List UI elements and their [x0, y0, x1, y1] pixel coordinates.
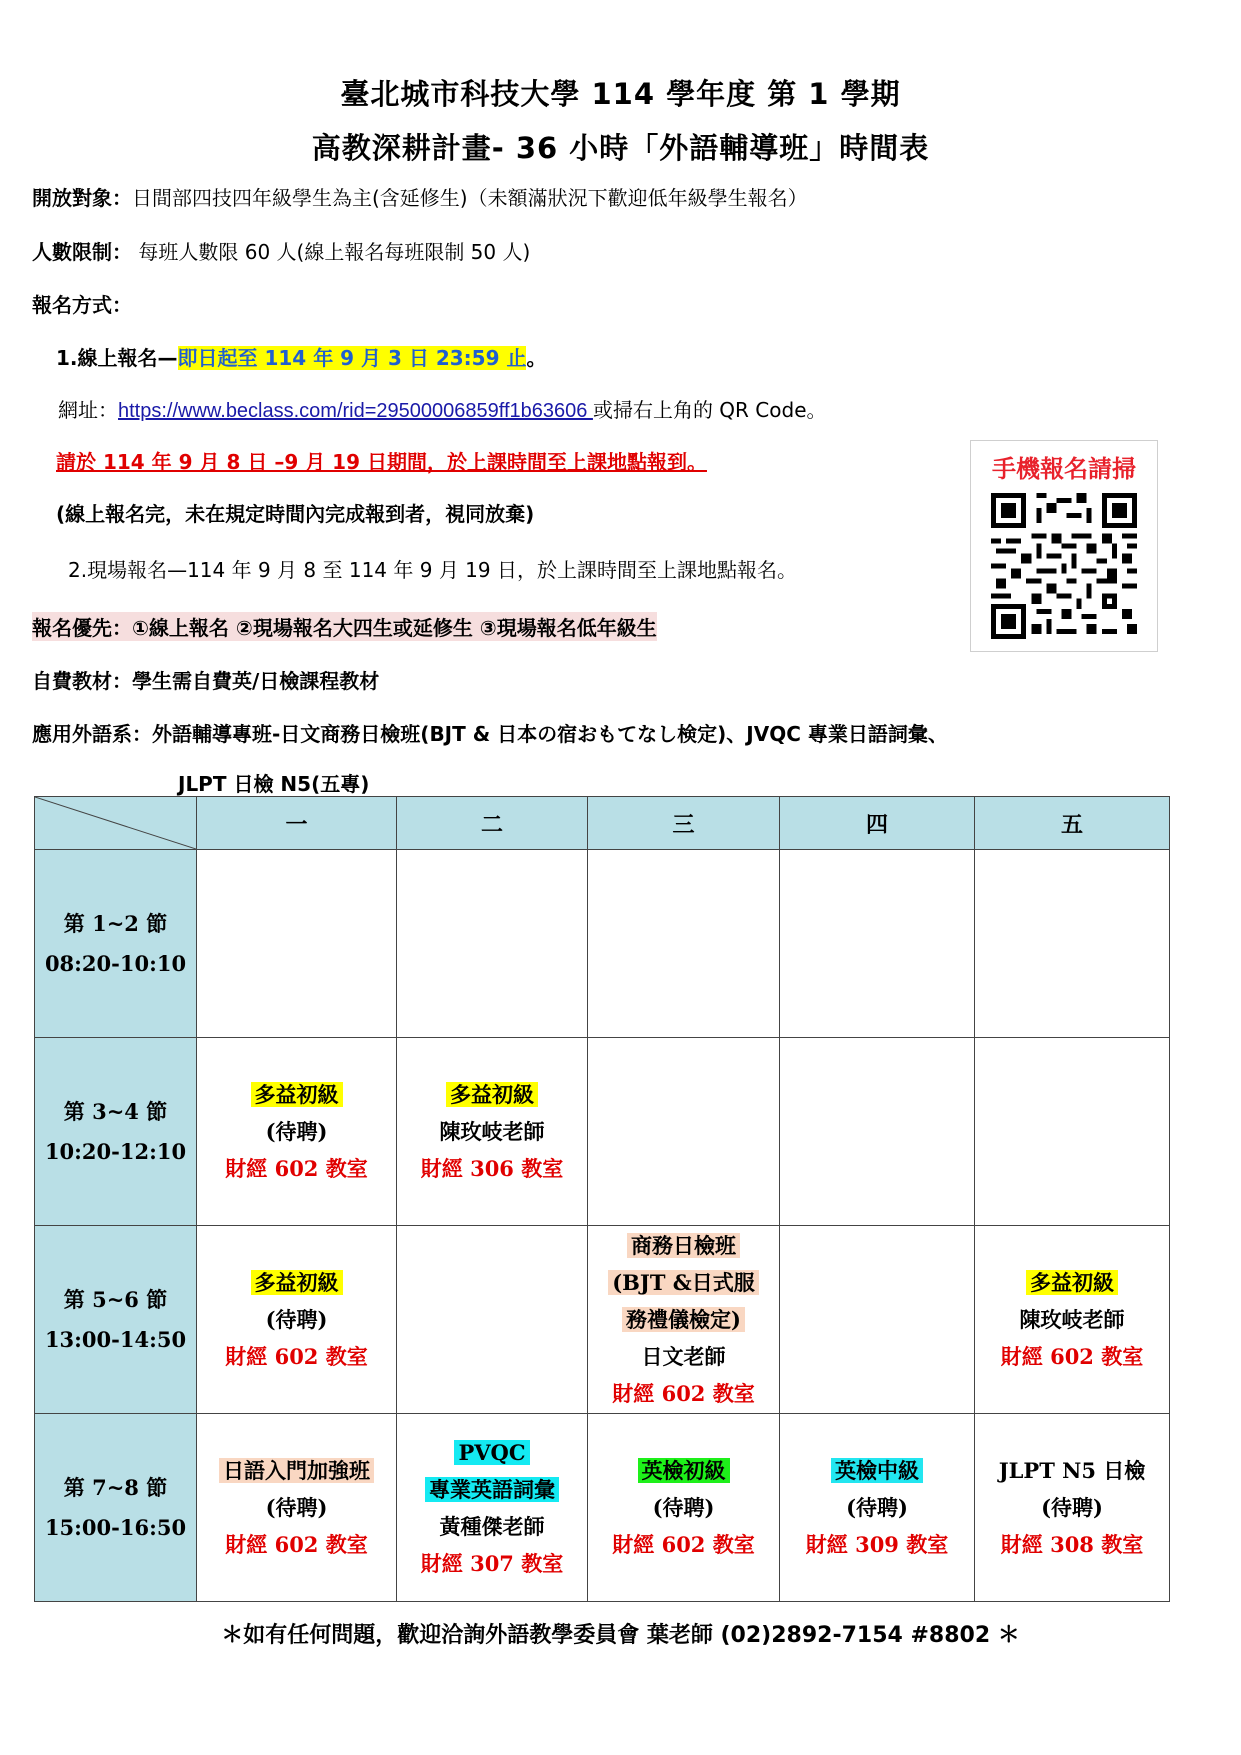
limit-text: 每班人數限 60 人(線上報名每班限制 50 人): [132, 240, 531, 264]
teacher-name: (待聘): [1041, 1495, 1103, 1520]
period-row-1: [35, 850, 1170, 1038]
teacher-name: (待聘): [846, 1495, 908, 1520]
slot-cell: [397, 1038, 588, 1226]
classroom: 財經 306 教室: [420, 1156, 564, 1181]
classroom: 財經 309 教室: [805, 1532, 949, 1557]
course-name: (BJT &日式服: [608, 1270, 759, 1295]
limit-label: 人數限制：: [32, 240, 132, 264]
slot-cell: [780, 850, 975, 1038]
url-suffix: 或掃右上角的 QR Code。: [592, 398, 827, 422]
period-time: 13:00-14:50: [44, 1326, 187, 1352]
day-header-fri: 五: [975, 797, 1170, 850]
slot-cell: [197, 850, 397, 1038]
slot-cell: [397, 1226, 588, 1414]
course-name: 多益初級: [446, 1082, 538, 1107]
classroom: 財經 602 教室: [1000, 1344, 1144, 1369]
online-deadline: 即日起至 114 年 9 月 3 日 23:59 止: [177, 346, 527, 370]
limit-row: [32, 236, 530, 265]
url-label: 網址：: [58, 398, 118, 422]
slot-cell: [197, 1226, 397, 1414]
teacher-name: 黃種傑老師: [439, 1513, 545, 1539]
slot-cell: [588, 1038, 780, 1226]
audience-label: 開放對象：: [32, 186, 132, 210]
period-cell: [35, 1414, 197, 1602]
classroom: 財經 602 教室: [225, 1344, 368, 1369]
course-name: 多益初級: [251, 1270, 343, 1295]
slot-cell: [975, 1038, 1170, 1226]
slot-cell: [397, 1414, 588, 1602]
period-cell: [35, 1226, 197, 1414]
period-name: 第 1~2 節: [63, 910, 168, 936]
url-row: [58, 394, 827, 423]
checkin-note: (線上報名完，未在規定時間內完成報到者，視同放棄): [56, 502, 535, 526]
course-name: 多益初級: [251, 1082, 343, 1107]
method-label: 報名方式：: [32, 293, 132, 317]
slot-cell: [780, 1038, 975, 1226]
page-title-line2: 高教深耕計畫- 36 小時「外語輔導班」時間表: [311, 131, 930, 165]
priority-note: 報名優先：①線上報名 ②現場報名大四生或延修生 ③現場報名低年級生: [32, 612, 657, 641]
classroom: 財經 602 教室: [612, 1381, 755, 1406]
course-name: 專業英語詞彙: [425, 1477, 559, 1502]
audience-row: [32, 182, 808, 211]
diagonal-line-icon: [35, 797, 196, 849]
online-row: [56, 342, 546, 371]
slot-cell: [397, 850, 588, 1038]
teacher-name: 陳玫岐老師: [1019, 1307, 1125, 1332]
teacher-name: (待聘): [652, 1495, 715, 1520]
classroom: 財經 308 教室: [1000, 1532, 1144, 1557]
registration-link[interactable]: https://www.beclass.com/rid=29500006859ff1b63606: [118, 400, 593, 422]
page-title-line1: 臺北城市科技大學 114 學年度 第 1 學期: [340, 77, 901, 111]
course-name: 多益初級: [1026, 1270, 1118, 1295]
teacher-name: (待聘): [265, 1119, 328, 1144]
slot-cell: [780, 1226, 975, 1414]
period-row-2: [35, 1038, 1170, 1226]
day-header-tue: 二: [397, 797, 588, 850]
teacher-name: 陳玫岐老師: [439, 1119, 545, 1144]
classroom: 財經 602 教室: [225, 1532, 368, 1557]
period-row-3: [35, 1226, 1170, 1414]
checkin-notice: 請於 114 年 9 月 8 日 –9 月 19 日期間，於上課時間至上課地點報到。: [56, 450, 707, 474]
slot-cell: [780, 1414, 975, 1602]
online-prefix: 1.線上報名—: [56, 346, 178, 370]
teacher-name: (待聘): [265, 1495, 328, 1520]
day-header-thu: 四: [780, 797, 975, 850]
contact-footer: ＊如有任何問題，歡迎洽詢外語教學委員會 葉老師 (02)2892-7154 #8802 ＊: [221, 1623, 1020, 1648]
teacher-name: (待聘): [265, 1307, 328, 1332]
qr-label: 手機報名請掃: [992, 455, 1136, 483]
slot-cell: [975, 1226, 1170, 1414]
corner-header-cell: [35, 797, 197, 850]
period-name: 第 7~8 節: [63, 1474, 168, 1500]
classroom: 財經 602 教室: [225, 1156, 368, 1181]
course-name: JLPT N5 日檢: [998, 1458, 1146, 1483]
day-header-wed: 三: [588, 797, 780, 850]
period-cell: [35, 1038, 197, 1226]
course-name: 日語入門加強班: [219, 1458, 374, 1483]
dept-line2: JLPT 日檢 N5(五專): [178, 772, 370, 796]
course-name: 英檢中級: [831, 1458, 923, 1483]
period-row-4: [35, 1414, 1170, 1602]
materials-note: 自費教材：學生需自費英/日檢課程教材: [32, 669, 380, 693]
slot-cell: [197, 1414, 397, 1602]
slot-cell: [975, 850, 1170, 1038]
period-time: 10:20-12:10: [44, 1138, 187, 1164]
teacher-name: 日文老師: [641, 1344, 726, 1369]
classroom: 財經 307 教室: [420, 1550, 564, 1576]
qr-panel: [970, 440, 1158, 652]
classroom: 財經 602 教室: [612, 1532, 755, 1557]
slot-cell: [588, 1226, 780, 1414]
period-time: 08:20-10:10: [44, 950, 187, 976]
day-header-mon: 一: [197, 797, 397, 850]
period-name: 第 5~6 節: [63, 1286, 168, 1312]
qr-code-icon[interactable]: [991, 493, 1137, 639]
audience-text: 日間部四技四年級學生為主(含延修生)（未額滿狀況下歡迎低年級學生報名）: [132, 186, 808, 210]
period-cell: [35, 850, 197, 1038]
slot-cell: [975, 1414, 1170, 1602]
slot-cell: [197, 1038, 397, 1226]
course-name: 務禮儀檢定): [622, 1307, 745, 1332]
course-name: 商務日檢班: [627, 1233, 740, 1258]
dept-line1: 應用外語系：外語輔導專班-日文商務日檢班(BJT & 日本の宿おもてなし検定)、JVQC 專業日語詞彙、: [32, 722, 948, 746]
course-name: PVQC: [454, 1440, 529, 1465]
period-time: 15:00-16:50: [44, 1514, 187, 1540]
timetable: [34, 796, 1170, 1602]
course-name: 英檢初級: [638, 1458, 730, 1483]
period-name: 第 3~4 節: [63, 1098, 168, 1124]
online-suffix: 。: [526, 346, 547, 370]
slot-cell: [588, 850, 780, 1038]
onsite-registration: 2.現場報名—114 年 9 月 8 至 114 年 9 月 19 日，於上課時間至上課地點報名。: [68, 558, 797, 582]
slot-cell: [588, 1414, 780, 1602]
